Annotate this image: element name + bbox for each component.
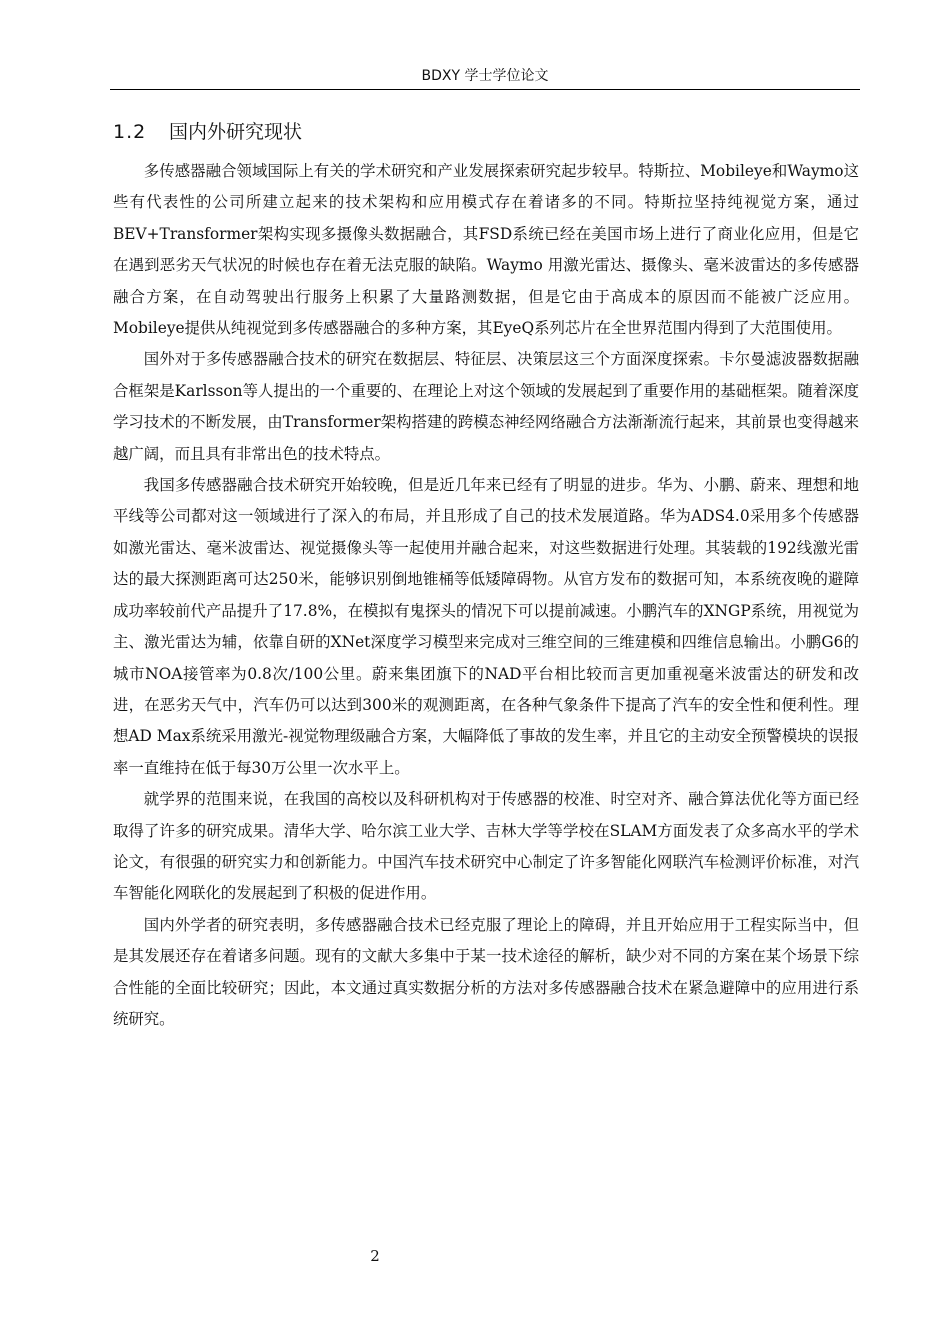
- paragraph-2: 国外对于多传感器融合技术的研究在数据层、特征层、决策层这三个方面深度探索。卡尔曼滤波器数据融合框架是Karlsson等人提出的一个重要的、在理论上对这个领域的发展起到了重要作用的基础框架。随着深度学习技术的不断发展，由Transformer架构搭建的跨模态神经网络融合方法渐渐流行起来，其前景也变得越来越广阔，而且具有非常出色的技术特点。: [113, 350, 859, 463]
- paragraph-1: 多传感器融合领域国际上有关的学术研究和产业发展探索研究起步较早。特斯拉、Mobileye和Waymo这些有代表性的公司所建立起来的技术架构和应用模式存在着诸多的不同。特斯拉坚持纯视觉方案，通过BEV+Transformer架构实现多摄像头数据融合，其FSD系统已经在美国市场上进行了商业化应用，但是它在遇到恶劣天气状况的时候也存在着无法克服的缺陷。Waymo 用激光雷达、摄像头、毫米波雷达的多传感器融合方案，在自动驾驶出行服务上积累了大量路测数据，但是它由于高成本的原因而不能被广泛应用。Mobileye提供从纯视觉到多传感器融合的多种方案，其EyeQ系列芯片在全世界范围内得到了大范围使用。: [113, 162, 859, 338]
- running-header: BDXY 学士学位论文: [421, 68, 549, 84]
- section-heading: [113, 118, 302, 146]
- header-rule: [110, 89, 860, 90]
- body-text: [113, 156, 859, 1035]
- section-title: 国内外研究现状: [169, 121, 303, 143]
- section-number: 1.2: [113, 121, 147, 143]
- page-number: 2: [370, 1247, 380, 1265]
- paragraph-5: 国内外学者的研究表明，多传感器融合技术已经克服了理论上的障碍，并且开始应用于工程实际当中，但是其发展还存在着诸多问题。现有的文献大多集中于某一技术途径的解析，缺少对不同的方案在某个场景下综合性能的全面比较研究；因此，本文通过真实数据分析的方法对多传感器融合技术在紧急避障中的应用进行系统研究。: [113, 915, 859, 1028]
- paragraph-3: 我国多传感器融合技术研究开始较晚，但是近几年来已经有了明显的进步。华为、小鹏、蔚来、理想和地平线等公司都对这一领域进行了深入的布局，并且形成了自己的技术发展道路。华为ADS4.0采用多个传感器如激光雷达、毫米波雷达、视觉摄像头等一起使用并融合起来，对这些数据进行处理。其装载的192线激光雷达的最大探测距离可达250米，能够识别倒地锥桶等低矮障碍物。从官方发布的数据可知，本系统夜晚的避障成功率较前代产品提升了17.8%，在模拟有鬼探头的情况下可以提前减速。小鹏汽车的XNGP系统，用视觉为主、激光雷达为辅，依靠自研的XNet深度学习模型来完成对三维空间的三维建模和四维信息输出。小鹏G6的城市NOA接管率为0.8次/100公里。蔚来集团旗下的NAD平台相比较而言更加重视毫米波雷达的研发和改进，在恶劣天气中，汽车仍可以达到300米的观测距离，在各种气象条件下提高了汽车的安全性和便利性。理想AD Max系统采用激光-视觉物理级融合方案，大幅降低了事故的发生率，并且它的主动安全预警模块的误报率一直维持在低于每30万公里一次水平上。: [113, 476, 859, 777]
- paragraph-4: 就学界的范围来说，在我国的高校以及科研机构对于传感器的校准、时空对齐、融合算法优化等方面已经取得了许多的研究成果。清华大学、哈尔滨工业大学、吉林大学等学校在SLAM方面发表了众多高水平的学术论文，有很强的研究实力和创新能力。中国汽车技术研究中心制定了许多智能化网联汽车检测评价标准，对汽车智能化网联化的发展起到了积极的促进作用。: [113, 790, 859, 903]
